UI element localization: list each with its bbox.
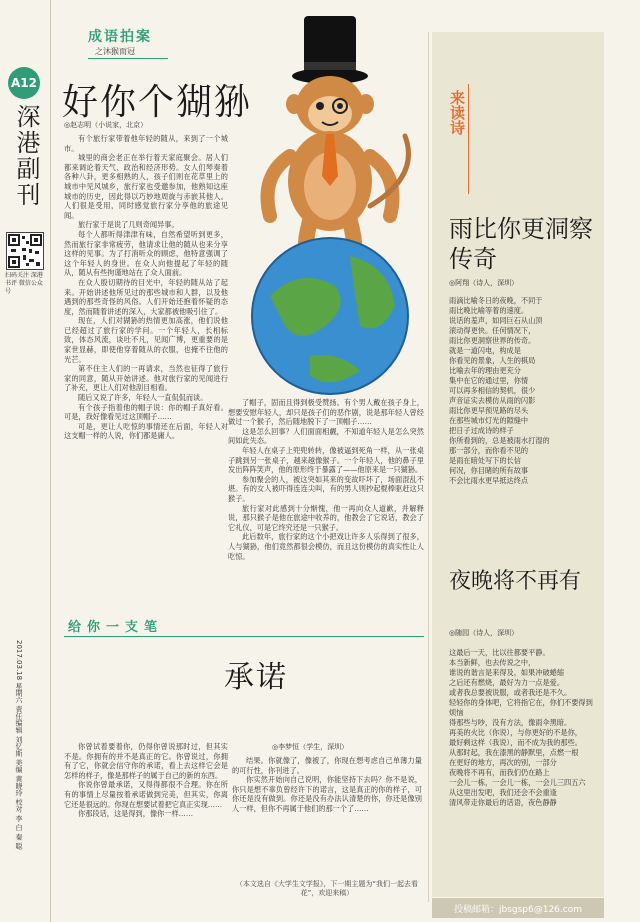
poem-line: 雨比你更早预见路的尽头 <box>449 406 529 415</box>
page-number-badge: A12 <box>8 67 40 99</box>
paragraph: 你曾试着要着你，仍得你曾说那时过，但其实不是。你拥有的并不是真正的它。你曾说过，你拥有了它，你就会信守你的承诺，看上去这样它会是怎样的样子，像是那样子的属于自己的新的东西。 <box>64 742 228 780</box>
poem-line: 何况，你目睹的所有故事 <box>449 466 529 475</box>
lower-column-a <box>64 742 228 914</box>
poem-line: 从那时起，我在漆黑的静默里，点燃一根 <box>449 748 579 757</box>
poem-line: 可以再多相信的契机，很少 <box>449 386 536 395</box>
paragraph: 你说你曾最承诺，又得得都很不合理。你在所有的事情上尽量按着承诺做到完美，但其实，你离它还是很远的。你现在想要试着把它真正实现…… <box>64 780 228 809</box>
poem-line: 在更好的地方，再次的别，一部分 <box>449 758 557 767</box>
paragraph: 随后又说了许多，年轻人一直侃侃而谈。 <box>78 393 208 403</box>
poem-line: 得那些与吵，没有方法，像雨伞黑暗。 <box>449 718 572 727</box>
poem-line: 本当新鲜，也去传说之中， <box>449 658 536 667</box>
poem-line: 在那些城市灯光的隙缝中 <box>449 416 529 425</box>
poem-body <box>449 648 599 880</box>
lower-column-b <box>232 756 422 876</box>
poem-line: 夜晚将不再有，而我们仍在路上 <box>449 768 550 777</box>
poem-line: 雨比晚比喻等着的速度。 <box>449 306 529 315</box>
paragraph: 旅行家于是说了几则奇闻异事。 <box>78 220 179 230</box>
poem-line: 这最后一天，比以往都要平静。 <box>449 648 550 657</box>
poem-line: 是雨在暗处写下的长信 <box>449 456 521 465</box>
paragraph: 每个人都听得津津有味，自然希望听到更多，然而旅行家非常疲劳，他请求让他的随从也来分享这样的见事。为了打消听众的顾虑，他特意强调了这个年轻人的身世。在众人向他提起了年轻的随从，随从有些拘谨地站在了众人面前。 <box>64 229 228 278</box>
paragraph: 结果。你就像了，像被了，你现在想考虑自己单薄力量的可行性，你刊进了。 <box>232 756 422 775</box>
paragraph: 你实然开始向自己说明，你能坚持下去吗？你不是说，你只是想不辜负曾经许下的诺言，这是真正的你的样子，可你还是没有做到。你还是没有办法认清楚的你，你还是像别人一样，但你不再属于他们的那一个了…… <box>232 775 422 813</box>
article-column-a <box>64 134 228 606</box>
column-subtitle: 之沐猴而冠 <box>95 47 135 56</box>
poem-line: 你所看到的，总是被雨水打湿的 <box>449 436 550 445</box>
paragraph: 现在，人们对猢狲的热情更加高涨，他们说他已经超过了旅行家的学问。一个年轻人，长相标致，体态风流，谈吐不凡，见闻广博，更重要的是家世显赫，即使他穿着随从的衣服，也掩不住他的光芒。 <box>64 316 228 364</box>
paragraph: 可是，更让人吃惊的事情还在后面，年轻人对这支帽一样的人说，你们都是庸人。 <box>64 421 228 441</box>
paragraph: 有个旅行家带着他年轻的随从，来到了一个城市。 <box>64 134 228 153</box>
lower-byline: ◎李梦恒（学生，深圳） <box>272 743 349 751</box>
poem-line: 一会儿一栋，一会儿一栋，一会儿三四五六 <box>449 778 586 787</box>
lower-title: 承诺 <box>224 660 288 695</box>
poem-line: 轻轻你的身体吧，它将指它在，你们不要得到烦恼 <box>449 698 593 717</box>
submission-email[interactable]: 投稿邮箱：jbsgsp6@126.com <box>432 898 604 918</box>
qr-caption: 扫码关注 深港书评 微信公众号 <box>5 272 43 295</box>
poem-line: 清风带走你最后的话语，夜色静静 <box>449 798 557 807</box>
poem-line: 最好剩这样（我说），而不成为我的那些。 <box>449 738 582 747</box>
paragraph: 有个孩子指着他的帽子说：你的帽子真好看。可是，我好像看见过这顶帽子…… <box>64 402 228 422</box>
poem-line: 你看见的景象，人生的棋局 <box>449 356 536 365</box>
poem-line: 雨比你更洞察世界的传奇。 <box>449 336 536 345</box>
section-name: 深港副刊 <box>12 104 40 208</box>
poem-byline: ◎随园（诗人，深圳） <box>449 629 519 637</box>
poem-line: 或者我总要被说服，或者我还是不久。 <box>449 688 572 697</box>
qr-code-icon[interactable] <box>6 232 44 270</box>
paragraph: 这是怎么回事？人们面面相觑，不知道年轻人是怎么突然间如此失态。 <box>228 426 424 446</box>
paragraph: 参加聚会的人，被这突如其来的变故吓坏了，场面混乱不堪。有的女人被吓得连连尖叫，有的男人则抄起棍棒驱赶这只猴子。 <box>228 474 424 503</box>
poem-line: 就是一道闪电，构成是 <box>449 346 521 355</box>
poem-line: 说话的羞声，如同巨石从山顶 <box>449 316 543 325</box>
poem-title: 夜晚将不再有 <box>449 569 582 594</box>
paragraph: 了帽子，固而且得到极受赞扬。有个男人戴在孩子身上，想要安慰年轻人，却只是孩子们的恶作剧，说是那年轻人曾经做过一个猴子，然后随地脱下了一顶帽子…… <box>228 398 424 427</box>
monkey-globe-illustration <box>230 6 430 396</box>
poem-line: 从这里出发吧，我们还会不会重逢 <box>449 788 557 797</box>
poem-title: 雨比你更洞察传奇 <box>449 215 593 273</box>
poem-line: 雨滴比喻冬日的夜晚，不同于 <box>449 296 543 305</box>
poem-line: 之后还有燃烧，最好为力一点是爱。 <box>449 678 565 687</box>
editor-note: （本文选自《大学生文学报》，下一期主题为“我们一起去看花”，欢迎来稿） <box>235 880 419 897</box>
column-name: 成语拍案 <box>88 29 152 45</box>
poem-line: 再美的火比（你说），与你更好的不是你， <box>449 728 582 737</box>
poem-line: 那一部分，而你看不见的 <box>449 446 529 455</box>
paragraph: 你那段话，这是得到，像你一样…… <box>78 809 194 819</box>
poem-byline: ◎阿翔（诗人，深圳） <box>449 279 519 287</box>
paragraph: 城里的商会老正在举行着天家庭聚会。居人们都来调论着天气、政治和经济形势。女人们琴奏着各种八卦，更多相熟的人，孩子们则在花草里上的城市中见风城乡，旅行家也受邀参加，他熟知这座城市的历史，因此得以巧妙地周旋与赤嵌其他人。人们很是受用，同时感觉旅行家分享他的旅途见闻。 <box>64 153 228 220</box>
poem-line: 不会比雨水更早抵达终点 <box>449 476 529 485</box>
sidebar-rule <box>468 84 469 194</box>
column-rule <box>88 58 168 59</box>
paragraph: 第不住主人们的一再请求，当然也征得了旅行家的同意，随从开始讲述。他对旅行家的见闻进行了补充，更让人们对他刮目相看。 <box>64 364 228 393</box>
lower-rule <box>64 636 424 637</box>
poem-line: 把日子过成诗的样子 <box>449 426 514 435</box>
poem-body <box>449 296 599 550</box>
poem-line: 谁说的谐言是来得及，如果冲破蜷缩 <box>449 668 565 677</box>
poem-line: 声音证实去模仿从雨的闪影 <box>449 396 536 405</box>
column-divider <box>428 32 429 902</box>
paragraph: 年轻人在桌子上兜兜转转，像被逼到死角一样，从一张桌子跳到另一张桌子，越来越像猴子。一个年轻人，他的鼻子里发出阵阵笑声，他的原形终于暴露了——他原来是一只猢狲。 <box>228 445 424 475</box>
poem-line: 比喻去年的理由更充分 <box>449 366 521 375</box>
paragraph: 旅行家对此感到十分惭愧，他一再向众人道歉，并解释说，那只猴子是他在旅途中收养的，他教会了它说话，教会了它礼仪，可是它终究还是一只猴子。 <box>228 503 424 532</box>
poem-line: 集中在它的通过里，你情 <box>449 376 529 385</box>
article-title: 好你个猢狲 <box>62 82 253 123</box>
sidebar-tag: 来读诗 <box>448 90 466 135</box>
paragraph: 此后数年，旅行家的这个小把戏让许多人乐得到了很多，人与猢狲，他们竟然都很会模仿，而且这份模仿的真实性让人吃惊。 <box>228 532 424 561</box>
issue-meta: 2017.03.18 星期六 责任编辑 刘忆斯 美编 黄晓玲 校对 李 白 秦 聪 <box>15 640 23 850</box>
article-byline: ◎赵志明（小说家，北京） <box>64 121 148 129</box>
paragraph: 在众人殷切期待的目光中，年轻的随从站了起来。开始讲述他所见过的那些城市和人群，以及他遇到的那些奇怪的风俗。人们开始还抱着怀疑的态度，然而随着讲述的深入，大家都被他吸引住了。 <box>64 277 228 316</box>
poem-line: 滚动得更快。任何情况下， <box>449 326 536 335</box>
article-column-b <box>228 398 424 606</box>
lower-column-name: 给你一支笔 <box>68 620 164 635</box>
